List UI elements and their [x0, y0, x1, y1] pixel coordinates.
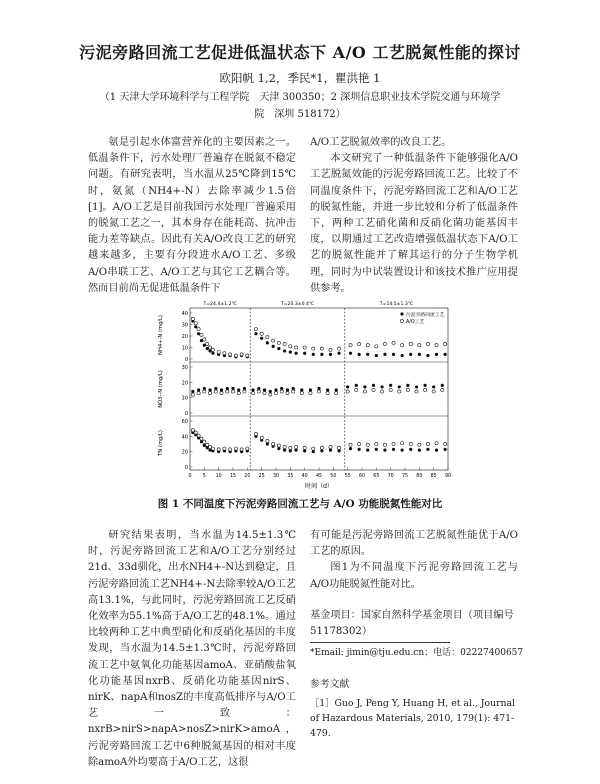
data-point-bypass [406, 384, 409, 387]
left-column-top [88, 135, 296, 297]
y-tick-label: 40 [181, 434, 188, 441]
x-tick-label: 60 [358, 474, 366, 479]
data-point-ao [392, 442, 395, 445]
data-point-ao [303, 346, 306, 349]
data-point-ao [208, 346, 211, 349]
data-point-ao [211, 447, 214, 450]
data-point-bypass [335, 388, 338, 391]
data-point-bypass [191, 390, 194, 393]
data-point-ao [426, 342, 429, 345]
data-point-ao [200, 333, 203, 336]
panel-2 [158, 362, 448, 417]
data-point-ao [346, 390, 349, 393]
intro-paragraph: 氨是引起水体富营养化的主要因素之一。低温条件下，污水处理厂普遍存在脱氮不稳定问题。有研究表明，当水温从25℃降到15℃时，氨氮（NH4+-N）去除率减少1.5倍[1]。A/O工艺是目前我国污水处理厂普遍采用的脱氮工艺之一，其本身存在能耗高、抗冲击能力差等缺点。因此有关A/O改良工艺的研究越来越多，主要有分段进水A/O工艺、多级A/O串联工艺、A/O工艺与其它工艺耦合等。然而目前尚无促进低温条件下 [88, 137, 296, 294]
data-point-ao [277, 444, 280, 447]
affiliation-line1: （1 天津大学环境科学与工程学院 天津 300350；2 深圳信息职业技术学院交通与环境学 [99, 92, 501, 103]
data-point-bypass [349, 352, 352, 355]
data-point-bypass [300, 388, 303, 391]
paper-authors: 欧阳帆 1,2，季民*1，瞿洪艳 1 [219, 71, 381, 85]
x-axis [188, 468, 451, 480]
data-point-ao [200, 437, 203, 440]
data-point-bypass [231, 387, 234, 390]
x-tick-label: 85 [430, 474, 437, 479]
data-point-ao [335, 391, 338, 394]
data-point-ao [283, 342, 286, 345]
y-axis-label: TN (mg/L) [158, 430, 164, 456]
x-tick-label: 10 [215, 474, 222, 479]
data-point-bypass [337, 352, 340, 355]
data-point-bypass [274, 388, 277, 391]
data-point-ao [294, 445, 297, 448]
data-point-ao [217, 351, 220, 354]
data-point-ao [191, 317, 194, 320]
data-point-ao [240, 353, 243, 356]
data-point-ao [444, 442, 447, 445]
y-tick-label: 20 [181, 380, 188, 387]
panel-1 [158, 311, 447, 363]
y-tick-label: 0 [184, 411, 188, 417]
data-point-bypass [303, 352, 306, 355]
data-point-bypass [409, 353, 412, 356]
data-point-bypass [389, 384, 392, 387]
period-label: T=24.4±1.2℃ [203, 302, 237, 307]
data-point-bypass [435, 449, 438, 452]
data-point-ao [380, 390, 383, 393]
data-point-bypass [283, 449, 286, 452]
data-point-bypass [243, 387, 246, 390]
results-paragraph-cont: 有可能是污泥旁路回流工艺脱氮性能优于A/O工艺的原因。 [310, 530, 518, 558]
data-point-ao [289, 345, 292, 348]
data-point-bypass [444, 448, 447, 451]
data-point-ao [312, 347, 315, 350]
figure-1-chart [150, 300, 455, 490]
data-point-ao [266, 439, 269, 442]
data-point-ao [251, 391, 254, 394]
data-point-ao [272, 339, 275, 342]
data-point-ao [389, 388, 392, 391]
data-point-ao [203, 338, 206, 341]
data-point-ao [435, 442, 438, 445]
data-point-ao [375, 345, 378, 348]
affiliation [80, 89, 520, 123]
x-tick-label: 30 [272, 474, 280, 479]
data-point-bypass [426, 354, 429, 357]
data-point-ao [312, 447, 315, 450]
data-point-ao [206, 443, 209, 446]
data-point-bypass [266, 341, 269, 344]
data-point-bypass [214, 387, 217, 390]
legend-marker-ao [400, 319, 403, 322]
data-point-bypass [366, 449, 369, 452]
data-point-ao [197, 391, 200, 394]
data-point-bypass [426, 448, 429, 451]
y-tick-label: 0 [184, 357, 188, 363]
data-point-bypass [289, 351, 292, 354]
x-axis-label: 时间（d） [305, 483, 333, 490]
data-point-ao [366, 344, 369, 347]
data-point-ao [309, 391, 312, 394]
data-point-ao [326, 391, 329, 394]
data-point-ao [263, 391, 266, 394]
y-tick-label: 10 [181, 395, 188, 402]
data-point-bypass [266, 442, 269, 445]
x-tick-label: 0 [188, 474, 192, 479]
data-point-bypass [309, 388, 312, 391]
data-point-bypass [423, 384, 426, 387]
data-point-ao [317, 390, 320, 393]
data-point-ao [246, 354, 249, 357]
data-point-ao [223, 447, 226, 450]
data-point-bypass [346, 385, 349, 388]
data-point-ao [300, 391, 303, 394]
period-label: T=20.3±0.4℃ [280, 302, 315, 307]
data-point-ao [191, 429, 194, 432]
data-point-ao [277, 341, 280, 344]
data-point-bypass [208, 388, 211, 391]
footnote-rule [310, 642, 450, 643]
data-point-bypass [349, 447, 352, 450]
legend-marker-bypass [400, 312, 403, 315]
data-point-bypass [280, 387, 283, 390]
data-point-bypass [329, 353, 332, 356]
data-point-ao [292, 390, 295, 393]
results-paragraph: 研究结果表明，当水温为14.5±1.3℃时，污泥旁路回流工艺和A/O工艺分别经过21d、33d驯化，出水NH4+-N达到稳定，且污泥旁路回流工艺NH4+-N去除率较A/O工艺高13.1%，与此同时，污泥旁路回流工艺反硝化效率为55.1%高于A/O工艺的48.1%。通过比较两种工艺中典型硝化和反硝化基因的丰度发现，当水温为14.5±1.3℃时，污泥旁路回流工艺中氨氧化功能基因amoA、亚硝酸盐氧化功能基因nxrB、反硝化功能基因nirS、nirK、napA和nosZ的丰度高低排序与A/O工艺一致：nxrB>nirS>napA>nosZ>nirK>amoA，污泥旁路回流工艺中6种脱氮基因的相对丰度除amoA外均要高于A/O工艺，这很 [88, 530, 296, 768]
data-point-ao [269, 393, 272, 396]
data-point-ao [329, 348, 332, 351]
data-point-bypass [401, 449, 404, 452]
data-point-ao [226, 390, 229, 393]
y-axis-label: NH4+-N (mg/L) [158, 315, 164, 355]
x-tick-label: 5 [202, 474, 206, 479]
data-point-ao [358, 442, 361, 445]
data-point-ao [320, 347, 323, 350]
data-point-bypass [320, 353, 323, 356]
data-point-ao [191, 393, 194, 396]
x-tick-label: 65 [373, 474, 380, 479]
data-point-bypass [226, 387, 229, 390]
legend-label: 污泥旁路回流工艺 [406, 312, 445, 318]
data-point-bypass [392, 353, 395, 356]
data-point-ao [240, 448, 243, 451]
data-point-ao [286, 391, 289, 394]
data-point-bypass [194, 325, 197, 328]
data-point-bypass [329, 449, 332, 452]
data-point-ao [260, 436, 263, 439]
data-point-bypass [237, 388, 240, 391]
x-tick-label: 90 [444, 474, 452, 479]
data-point-bypass [418, 353, 421, 356]
data-point-ao [358, 342, 361, 345]
data-point-bypass [375, 354, 378, 357]
data-point-ao [401, 344, 404, 347]
data-point-ao [246, 447, 249, 450]
data-point-bypass [292, 387, 295, 390]
x-tick-label: 25 [258, 474, 265, 479]
data-point-ao [418, 443, 421, 446]
data-point-bypass [444, 353, 447, 356]
data-point-bypass [418, 449, 421, 452]
left-column-bottom [88, 528, 296, 771]
x-tick-label: 80 [416, 474, 423, 479]
data-point-ao [206, 342, 209, 345]
data-point-ao [229, 448, 232, 451]
data-point-bypass [260, 337, 263, 340]
data-point-ao [266, 336, 269, 339]
data-point-bypass [383, 353, 386, 356]
x-tick-label: 15 [229, 474, 237, 479]
data-point-bypass [272, 345, 275, 348]
data-point-bypass [269, 390, 272, 393]
panel-3 [158, 416, 448, 471]
y-axis-label: NO3--N (mg/L) [158, 370, 164, 408]
data-point-ao [303, 446, 306, 449]
data-point-ao [194, 431, 197, 434]
data-point-ao [435, 344, 438, 347]
data-point-ao [337, 347, 340, 350]
figure-description: 图1为不同温度下污泥旁路回流工艺与A/O功能脱氮性能对比。 [310, 562, 518, 590]
chart-panels [158, 311, 448, 471]
data-point-ao [254, 432, 257, 435]
affiliation-line2: 院 深圳 518172） [254, 109, 346, 120]
x-tick-label: 20 [244, 474, 251, 479]
data-point-ao [229, 353, 232, 356]
data-point-ao [211, 348, 214, 351]
data-point-ao [415, 390, 418, 393]
x-tick-label: 75 [401, 474, 409, 479]
data-point-ao [254, 328, 257, 331]
data-point-bypass [355, 384, 358, 387]
right-paragraph-2: 本文研究了一种低温条件下能够强化A/O工艺脱氮效能的污泥旁路回流工艺。比较了不同温度条件下，污泥旁路回流工艺和A/O工艺的脱氮性能，并进一步比较和分析了低温条件下，两种工艺硝化菌和反硝化菌功能基因丰度，以期通过工艺改造增强低温状态下A/O工艺的脱氮性能并了解其运行的分子生物学机理，同时为中试装置设计和该技术推广应用提供参考。 [310, 153, 518, 294]
data-point-ao [197, 328, 200, 331]
data-point-bypass [263, 388, 266, 391]
data-point-ao [383, 342, 386, 345]
data-point-ao [274, 391, 277, 394]
data-point-bypass [366, 353, 369, 356]
data-point-ao [203, 390, 206, 393]
references-title: 参考文献 [310, 679, 350, 690]
data-point-bypass [383, 449, 386, 452]
data-point-bypass [312, 353, 315, 356]
y-tick-label: 10 [181, 345, 188, 352]
data-point-ao [197, 434, 200, 437]
data-point-ao [432, 390, 435, 393]
data-point-ao [423, 388, 426, 391]
data-point-ao [280, 390, 283, 393]
data-point-ao [383, 443, 386, 446]
chart-legend [400, 311, 444, 325]
right-column-top [310, 135, 518, 297]
data-point-bypass [320, 449, 323, 452]
data-point-bypass [435, 353, 438, 356]
data-point-bypass [415, 385, 418, 388]
data-point-ao [375, 442, 378, 445]
data-point-ao [337, 446, 340, 449]
data-point-bypass [251, 388, 254, 391]
data-point-bypass [317, 387, 320, 390]
y-tick-label: 30 [181, 365, 188, 371]
y-tick-label: 0 [184, 465, 188, 471]
y-tick-label: 20 [181, 334, 188, 340]
data-point-ao [441, 388, 444, 391]
data-point-ao [283, 445, 286, 448]
data-point-bypass [372, 384, 375, 387]
data-point-ao [418, 344, 421, 347]
data-point-bypass [358, 448, 361, 451]
data-point-ao [257, 390, 260, 393]
data-point-bypass [358, 353, 361, 356]
reference-1: ［1］Guo J, Peng Y, Huang H, et al., Journal of Hazardous Materials, 2010, 179(1): 471-479. [310, 698, 516, 739]
data-point-bypass [294, 352, 297, 355]
paper-title: 污泥旁路回流工艺促进低温状态下 A/O 工艺脱氮性能的探讨 [79, 43, 521, 62]
data-point-ao [329, 445, 332, 448]
data-point-bypass [289, 449, 292, 452]
period-labels [202, 301, 413, 307]
data-point-bypass [203, 387, 206, 390]
data-point-ao [208, 391, 211, 394]
data-point-bypass [398, 385, 401, 388]
fund-note: 基金项目：国家自然科学基金项目（项目编号51178302） [310, 610, 514, 637]
data-point-ao [194, 322, 197, 325]
data-point-bypass [363, 385, 366, 388]
data-point-bypass [277, 447, 280, 450]
data-point-bypass [375, 448, 378, 451]
data-point-ao [217, 448, 220, 451]
x-tick-label: 70 [387, 474, 394, 479]
right-paragraph-1: A/O工艺脱氮效率的改良工艺。 [310, 137, 452, 148]
data-point-ao [406, 388, 409, 391]
y-tick-label: 40 [181, 311, 188, 317]
data-point-bypass [441, 384, 444, 387]
data-point-bypass [409, 448, 412, 451]
data-point-bypass [220, 388, 223, 391]
data-point-ao [243, 390, 246, 393]
y-tick-label: 60 [181, 419, 188, 425]
data-point-bypass [401, 354, 404, 357]
data-point-ao [231, 390, 234, 393]
data-point-ao [214, 390, 217, 393]
data-point-ao [349, 443, 352, 446]
data-point-bypass [380, 385, 383, 388]
data-point-bypass [257, 387, 260, 390]
data-point-ao [426, 442, 429, 445]
data-point-ao [398, 390, 401, 393]
data-point-ao [401, 442, 404, 445]
data-point-ao [444, 342, 447, 345]
figure-caption: 图 1 不同温度下污泥旁路回流工艺与 A/O 功能脱氮性能对比 [157, 498, 443, 510]
right-column-bottom [310, 528, 518, 593]
data-point-ao [372, 388, 375, 391]
data-point-bypass [286, 388, 289, 391]
data-point-ao [392, 341, 395, 344]
data-point-bypass [294, 449, 297, 452]
data-point-ao [223, 352, 226, 355]
x-tick-label: 45 [315, 474, 323, 479]
data-point-bypass [283, 349, 286, 352]
y-tick-label: 30 [181, 322, 188, 329]
x-tick-label: 55 [344, 474, 351, 479]
data-point-ao [294, 346, 297, 349]
data-point-ao [272, 442, 275, 445]
data-point-bypass [326, 388, 329, 391]
data-point-bypass [197, 388, 200, 391]
data-point-ao [203, 440, 206, 443]
data-point-bypass [432, 385, 435, 388]
data-point-ao [234, 354, 237, 357]
x-tick-label: 35 [287, 474, 294, 479]
data-point-ao [409, 442, 412, 445]
email-note: *Email: jimin@tju.edu.cn；电话：02227400657 [310, 648, 524, 658]
data-point-bypass [277, 347, 280, 350]
data-point-ao [237, 391, 240, 394]
x-tick-label: 40 [301, 474, 308, 479]
data-point-ao [363, 390, 366, 393]
y-tick-label: 20 [181, 449, 188, 456]
data-point-bypass [254, 332, 257, 335]
data-point-bypass [211, 352, 214, 355]
data-point-ao [366, 443, 369, 446]
data-point-ao [260, 332, 263, 335]
data-point-bypass [303, 449, 306, 452]
x-tick-label: 50 [330, 474, 337, 479]
data-point-ao [289, 446, 292, 449]
data-point-ao [409, 342, 412, 345]
data-point-ao [234, 447, 237, 450]
data-point-bypass [312, 450, 315, 453]
data-point-ao [349, 344, 352, 347]
data-point-ao [320, 446, 323, 449]
data-point-ao [355, 388, 358, 391]
legend-label: A/O工艺 [406, 319, 425, 325]
period-label: T=14.5±1.3℃ [379, 302, 414, 307]
data-point-bypass [337, 449, 340, 452]
data-point-ao [220, 391, 223, 394]
data-point-bypass [392, 448, 395, 451]
